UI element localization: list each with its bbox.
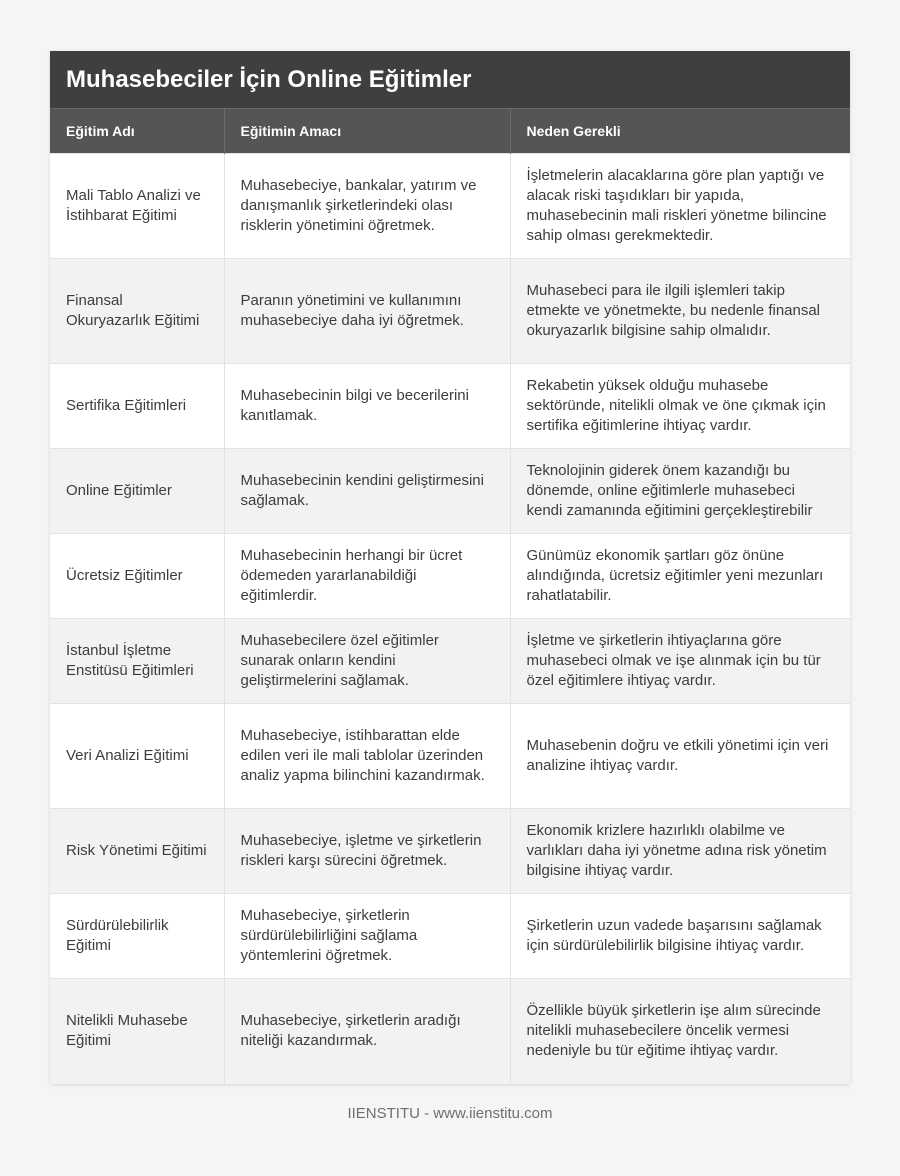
cell-name: Sertifika Eğitimleri (50, 364, 224, 449)
cell-name: Ücretsiz Eğitimler (50, 534, 224, 619)
table-row (50, 704, 850, 809)
cell-purpose: Muhasebeciye, şirketlerin aradığı niteliği kazandırmak. (224, 979, 510, 1084)
cell-purpose: Paranın yönetimini ve kullanımını muhasebeciye daha iyi öğretmek. (224, 259, 510, 364)
cell-reason: Rekabetin yüksek olduğu muhasebe sektöründe, nitelikli olmak ve öne çıkmak için sertifika eğitimlerine ihtiyaç vardır. (510, 364, 850, 449)
table-row (50, 534, 850, 619)
cell-purpose: Muhasebecinin bilgi ve becerilerini kanıtlamak. (224, 364, 510, 449)
cell-reason: Muhasebeci para ile ilgili işlemleri takip etmekte ve yönetmekte, bu nedenle finansal okuryazarlık bilgisine sahip olmalıdır. (510, 259, 850, 364)
cell-purpose: Muhasebecinin herhangi bir ücret ödemeden yararlanabildiği eğitimlerdir. (224, 534, 510, 619)
footer-credit: IIENSTITU - www.iienstitu.com (347, 1105, 553, 1122)
table-row (50, 449, 850, 534)
cell-reason: Muhasebenin doğru ve etkili yönetimi için veri analizine ihtiyaç vardır. (510, 704, 850, 809)
table-row (50, 894, 850, 979)
table-card (50, 51, 850, 1084)
table-row (50, 809, 850, 894)
column-header-purpose: Eğitimin Amacı (224, 109, 510, 154)
table-row (50, 154, 850, 259)
trainings-table (50, 108, 850, 1084)
column-header-reason: Neden Gerekli (510, 109, 850, 154)
cell-reason: Teknolojinin giderek önem kazandığı bu dönemde, online eğitimlerle muhasebeci kendi zamanında eğitimini gerçekleştirebilir (510, 449, 850, 534)
cell-purpose: Muhasebeciye, işletme ve şirketlerin riskleri karşı sürecini öğretmek. (224, 809, 510, 894)
cell-reason: Şirketlerin uzun vadede başarısını sağlamak için sürdürülebilirlik bilgisine ihtiyaç vardır. (510, 894, 850, 979)
table-row (50, 259, 850, 364)
table-title: Muhasebeciler İçin Online Eğitimler (50, 51, 850, 108)
cell-name: Finansal Okuryazarlık Eğitimi (50, 259, 224, 364)
cell-name: İstanbul İşletme Enstitüsü Eğitimleri (50, 619, 224, 704)
table-row (50, 619, 850, 704)
cell-purpose: Muhasebecinin kendini geliştirmesini sağlamak. (224, 449, 510, 534)
table-row (50, 364, 850, 449)
cell-reason: Günümüz ekonomik şartları göz önüne alındığında, ücretsiz eğitimler yeni mezunları rahatlatabilir. (510, 534, 850, 619)
cell-purpose: Muhasebeciye, bankalar, yatırım ve danışmanlık şirketlerindeki olası risklerin yönetimini öğretmek. (224, 154, 510, 259)
cell-name: Veri Analizi Eğitimi (50, 704, 224, 809)
cell-reason: Ekonomik krizlere hazırlıklı olabilme ve varlıkları daha iyi yönetme adına risk yönetim bilgisine ihtiyaç vardır. (510, 809, 850, 894)
cell-name: Online Eğitimler (50, 449, 224, 534)
cell-purpose: Muhasebeciye, istihbarattan elde edilen veri ile mali tablolar üzerinden analiz yapma bilinchini kazandırmak. (224, 704, 510, 809)
cell-name: Risk Yönetimi Eğitimi (50, 809, 224, 894)
cell-purpose: Muhasebeciye, şirketlerin sürdürülebilirliğini sağlama yöntemlerini öğretmek. (224, 894, 510, 979)
cell-reason: Özellikle büyük şirketlerin işe alım sürecinde nitelikli muhasebecilere öncelik vermesi nedeniyle bu tür eğitime ihtiyaç vardır. (510, 979, 850, 1084)
cell-name: Mali Tablo Analizi ve İstihbarat Eğitimi (50, 154, 224, 259)
cell-reason: İşletme ve şirketlerin ihtiyaçlarına göre muhasebeci olmak ve işe alınmak için bu tür özel eğitimlere ihtiyaç vardır. (510, 619, 850, 704)
cell-purpose: Muhasebecilere özel eğitimler sunarak onların kendini geliştirmelerini sağlamak. (224, 619, 510, 704)
cell-name: Sürdürülebilirlik Eğitimi (50, 894, 224, 979)
table-row (50, 979, 850, 1084)
cell-name: Nitelikli Muhasebe Eğitimi (50, 979, 224, 1084)
cell-reason: İşletmelerin alacaklarına göre plan yaptığı ve alacak riski taşıdıkları bir yapıda, muhasebecinin mali riskleri yönetme bilincine sahip olması gerekmektedir. (510, 154, 850, 259)
header-row (50, 109, 850, 154)
column-header-name: Eğitim Adı (50, 109, 224, 154)
